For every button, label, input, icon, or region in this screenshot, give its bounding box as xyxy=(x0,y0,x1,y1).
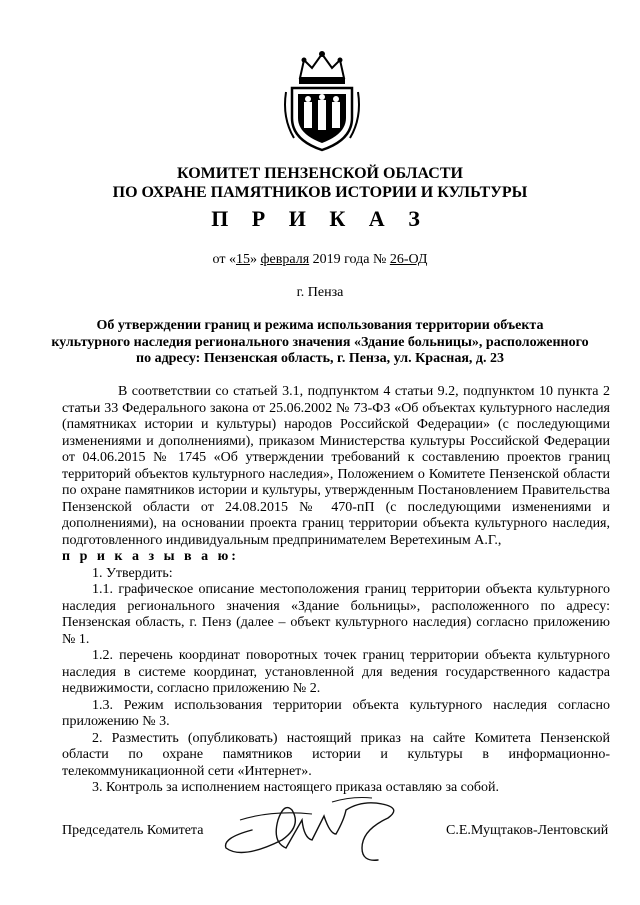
date-mid: » xyxy=(249,252,261,267)
order-subject xyxy=(0,318,640,368)
date-month: февраля xyxy=(260,252,310,267)
date-prefix: от « xyxy=(212,252,236,267)
order-number: 26-ОД xyxy=(389,252,428,267)
date-day: 15 xyxy=(235,252,250,267)
city: г. Пенза xyxy=(296,285,344,300)
intro-text: В соответствии со статьей 3.1, подпунктом 4 статьи 9.2, подпунктом 10 пункта 2 статьи 33 Федерального закона от 25.06.2002 № 73-ФЗ «Об объектах культурного наследия (памятниках истории и культуры) народов Российской Федерации» (с последующими изменениями и дополнениями), приказом Министерства культуры Российской Федерации от 04.06.2015 № 1745 «Об утверждении требований к составлению проектов границ территорий объектов культурного наследия», Положением о Комитете Пензенской области по охране памятников истории и культуры, утвержденным Постановлением Правительства Пензенской области от 24.08.2015 № 470-пП (с последующими изменениями и дополнениями), на основании проекта границ территории объекта культурного наследия, подготовленного индивидуальным предпринимателем Веретехиным А.Г., xyxy=(62,384,610,548)
clause-1-3: 1.3. Режим использования территории объекта культурного наследия согласно приложению № 3. xyxy=(62,697,610,729)
subject-line2: культурного наследия регионального значения «Здание больницы», расположенного xyxy=(51,334,589,350)
signatory-role: Председатель Комитета xyxy=(62,823,204,838)
org-name-line1: КОМИТЕТ ПЕНЗЕНСКОЙ ОБЛАСТИ xyxy=(177,165,463,182)
clause-1-1: 1.1. графическое описание местоположения границ территории объекта культурного наследия регионального значения «Здание больницы», расположенного по адресу: Пензенская область, г. Пенз (далее – объект культурного наследия) согласно приложению № 1. xyxy=(62,582,610,647)
intro-paragraph xyxy=(62,384,610,549)
clause-1: 1. Утвердить: xyxy=(92,565,173,581)
signatory-name: С.Е.Мущтаков-Лентовский xyxy=(446,823,609,838)
subject-line3: по адресу: Пензенская область, г. Пенза, ул. Красная, д. 23 xyxy=(136,351,504,366)
clause-1-2: 1.2. перечень координат поворотных точек границ территории объекта культурного наследия в системе координат, установленной для ведения государственного кадастра недвижимости, согласно приложению № 2. xyxy=(62,648,610,696)
org-name-line2: ПО ОХРАНЕ ПАМЯТНИКОВ ИСТОРИИ И КУЛЬТУРЫ xyxy=(112,184,528,201)
order-body xyxy=(62,384,610,797)
prikazyvayu xyxy=(62,549,610,566)
prikazyvayu-text: п р и к а з ы в а ю: xyxy=(62,549,239,564)
subject-line1: Об утверждении границ и режима использования территории объекта xyxy=(96,318,544,333)
handwritten-signature xyxy=(212,790,427,865)
document-title: П Р И К А З xyxy=(211,206,429,231)
clause-2: 2. Разместить (опубликовать) настоящий приказ на сайте Комитета Пензенской области по охране памятников истории и культуры в информационно-телекоммуникационной сети «Интернет». xyxy=(62,730,610,779)
coat-of-arms-emblem xyxy=(280,48,364,154)
clause-3: 3. Контроль за исполнением настоящего приказа оставляю за собой. xyxy=(92,780,500,795)
order-date-line xyxy=(0,251,640,268)
date-year: 2019 года № xyxy=(309,252,390,267)
